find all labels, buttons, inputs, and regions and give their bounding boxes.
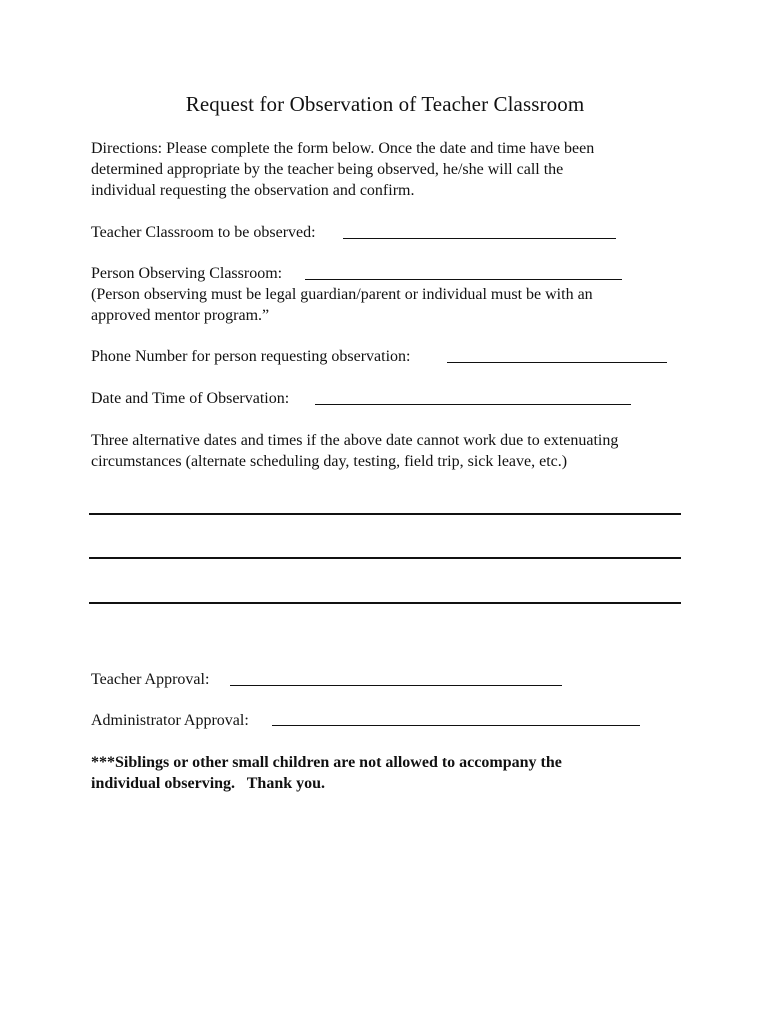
alternative-date-line-3[interactable] xyxy=(89,602,681,604)
alternatives-line-2: circumstances (alternate scheduling day, testing, field trip, sick leave, etc.) xyxy=(91,453,568,470)
teacher-approval-label: Teacher Approval: xyxy=(91,671,210,688)
admin-approval-label: Administrator Approval: xyxy=(91,712,249,729)
person-observing-field[interactable] xyxy=(305,279,622,280)
notice-line-1: ***Siblings or other small children are not allowed to accompany the xyxy=(91,754,562,771)
teacher-classroom-field[interactable] xyxy=(343,238,616,239)
phone-number-label: Phone Number for person requesting observation: xyxy=(91,348,411,365)
teacher-classroom-label: Teacher Classroom to be observed: xyxy=(91,224,316,241)
directions-line-1: Directions: Please complete the form below. Once the date and time have been xyxy=(91,140,595,157)
notice-line-2: individual observing. Thank you. xyxy=(91,775,326,792)
alternative-date-line-1[interactable] xyxy=(89,513,681,515)
directions-line-2: determined appropriate by the teacher being observed, he/she will call the xyxy=(91,161,564,178)
page-title: Request for Observation of Teacher Classroom xyxy=(185,92,585,116)
alternatives-line-1: Three alternative dates and times if the above date cannot work due to extenuating xyxy=(91,432,619,449)
person-note-line-1: (Person observing must be legal guardian/parent or individual must be with an xyxy=(91,286,593,303)
date-time-field[interactable] xyxy=(315,404,631,405)
person-note-line-2: approved mentor program.” xyxy=(91,307,270,324)
phone-number-field[interactable] xyxy=(447,362,667,363)
directions-line-3: individual requesting the observation and confirm. xyxy=(91,182,415,199)
date-time-label: Date and Time of Observation: xyxy=(91,390,290,407)
teacher-approval-field[interactable] xyxy=(230,685,562,686)
alternative-date-line-2[interactable] xyxy=(89,557,681,559)
person-observing-label: Person Observing Classroom: xyxy=(91,265,283,282)
admin-approval-field[interactable] xyxy=(272,725,640,726)
